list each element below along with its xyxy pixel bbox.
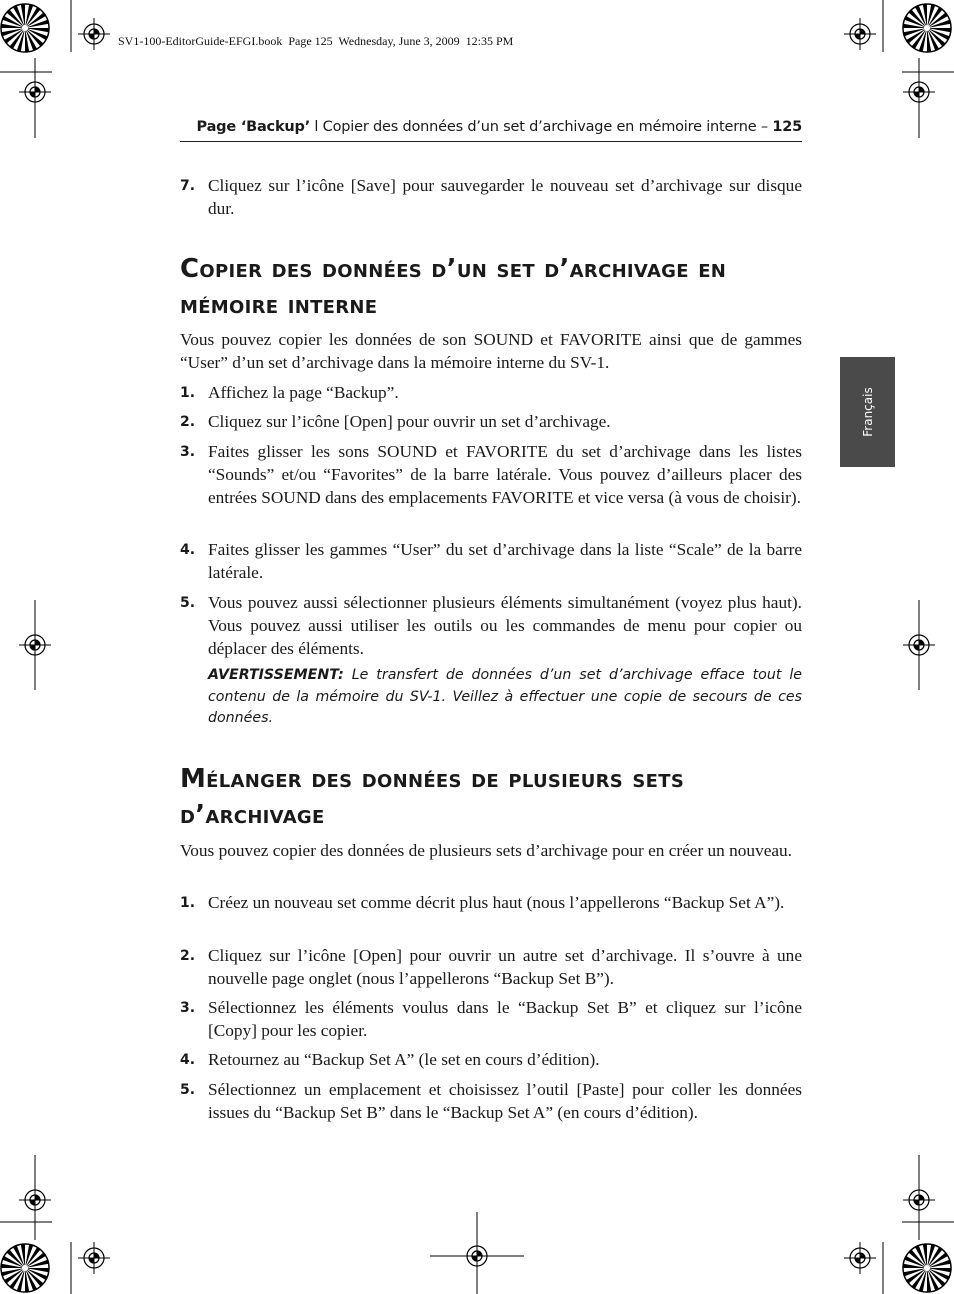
step-text: Sélectionnez les éléments voulus dans le “Backup Set B” et cliquez sur l’icône [Copy] pour les copier. [208,998,802,1040]
step-number: 5. [180,1082,196,1098]
section1-heading: Copier des données d’un set d’archivage en mémoire interne [180,254,727,320]
step-number: 4. [180,1052,196,1068]
step-number: 2. [180,414,196,430]
header-dash: – [756,119,773,135]
step-text: Cliquez sur l’icône [Open] pour ouvrir un autre set d’archivage. Il s’ouvre à une nouvelle page onglet (nous l’appellerons “Backup Set B”). [208,946,802,988]
step-number: 1. [180,895,196,911]
step-text: Affichez la page “Backup”. [208,383,399,402]
step-text: Faites glisser les sons SOUND et FAVORITE du set d’archivage dans les listes “Sounds” et/ou “Favorites” de la barre latérale. Vous pouvez d’ailleurs placer des entrées SOUND dans des emplacements FAVORITE et vice versa (à vous de choisir). [208,442,802,507]
print-info: SV1-100-EditorGuide-EFGI.book Page 125 Wednesday, June 3, 2009 12:35 PM [118,34,514,48]
language-tab [840,357,895,467]
warning-note [208,665,802,730]
running-header [180,119,802,142]
step-number: 4. [180,542,196,558]
step-text: Vous pouvez aussi sélectionner plusieurs éléments simultanément (voyez plus haut). Vous pouvez aussi utiliser les outils ou les commandes de menu pour copier ou déplacer des éléments. [208,593,802,658]
step-text: Cliquez sur l’icône [Save] pour sauvegarder le nouveau set d’archivage sur disque dur. [208,176,802,218]
step-number: 2. [180,948,196,964]
warning-text: Le transfert de données d’un set d’archivage efface tout le contenu de la mémoire du SV-1. Veillez à effectuer une copie de secours de ces données. [208,667,802,726]
section1-intro: Vous pouvez copier les données de son SOUND et FAVORITE ainsi que de gammes “User” d’un set d’archivage dans la mémoire interne du SV-1. [180,330,802,372]
header-title: Copier des données d’un set d’archivage en mémoire interne [322,119,757,135]
section2-heading: Mélanger des données de plusieurs sets d’archivage [180,764,685,830]
section2-intro: Vous pouvez copier des données de plusieurs sets d’archivage pour en créer un nouveau. [180,841,793,860]
header-section: Page ‘Backup’ [196,119,311,135]
step-number: 3. [180,444,196,460]
step-number: 1. [180,385,196,401]
language-tab-label: Français [860,387,875,437]
step-text: Sélectionnez un emplacement et choisissez l’outil [Paste] pour coller les données issues du “Backup Set B” dans le “Backup Set A” (en cours d’édition). [208,1080,802,1122]
step-text: Cliquez sur l’icône [Open] pour ouvrir un set d’archivage. [208,412,611,431]
step-text: Faites glisser les gammes “User” du set d’archivage dans la liste “Scale” de la barre latérale. [208,540,802,582]
header-separator: l [310,119,323,135]
step-text: Retournez au “Backup Set A” (le set en cours d’édition). [208,1050,600,1069]
warning-label: AVERTISSEMENT: [208,667,344,683]
step-number: 5. [180,595,196,611]
page-number: 125 [772,119,802,135]
step-number: 3. [180,1000,196,1016]
step-number: 7. [180,178,196,194]
step-text: Créez un nouveau set comme décrit plus haut (nous l’appellerons “Backup Set A”). [208,893,785,912]
